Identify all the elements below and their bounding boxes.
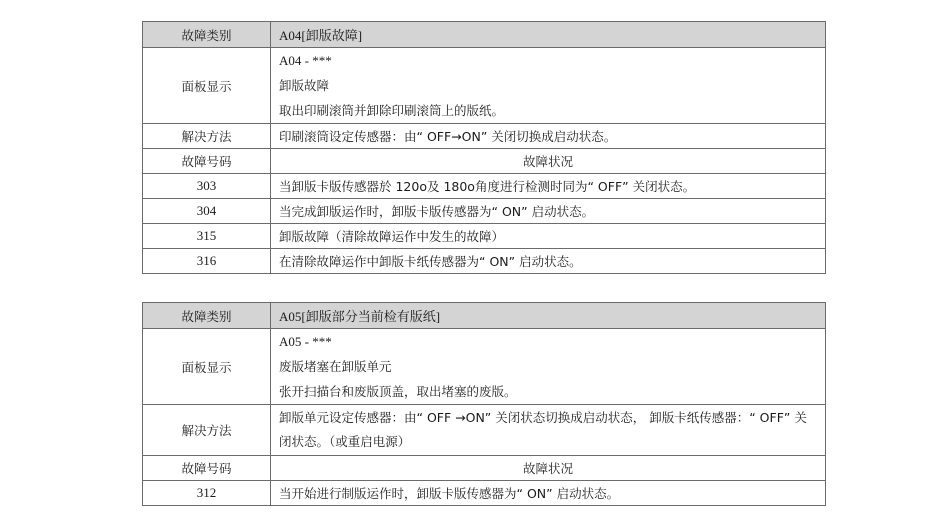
solution-row	[143, 405, 826, 456]
panel-lines	[271, 48, 826, 124]
panel-line: 卸版故障	[279, 78, 330, 93]
fault-table-a04	[142, 21, 826, 274]
solution-label: 解决方法	[143, 124, 271, 149]
panel-line: 废版堵塞在卸版单元	[279, 359, 392, 374]
fault-code: 304	[143, 199, 271, 224]
fault-table-a05	[142, 302, 826, 506]
table-row	[143, 199, 826, 224]
panel-line: A05 - ***	[279, 334, 332, 349]
panel-label: 面板显示	[143, 48, 271, 124]
table-row	[143, 249, 826, 274]
status-header: 故障状况	[271, 456, 826, 481]
status-header: 故障状况	[271, 149, 826, 174]
panel-line: 张开扫描台和废版顶盖，取出堵塞的废版。	[279, 384, 517, 399]
table-row	[143, 174, 826, 199]
code-header-row	[143, 456, 826, 481]
panel-lines	[271, 329, 826, 405]
category-value: A04[卸版故障]	[271, 22, 826, 48]
category-row	[143, 303, 826, 329]
code-header-row	[143, 149, 826, 174]
code-header: 故障号码	[143, 149, 271, 174]
panel-label: 面板显示	[143, 329, 271, 405]
fault-code: 312	[143, 481, 271, 506]
solution-text: 印刷滚筒设定传感器：由“ OFF→ON” 关闭切换成启动状态。	[271, 124, 826, 149]
fault-status: 当开始进行制版运作时，卸版卡版传感器为“ ON” 启动状态。	[271, 481, 826, 506]
code-header: 故障号码	[143, 456, 271, 481]
fault-status: 当卸版卡版传感器於 120o及 180o角度进行检测时同为“ OFF” 关闭状态。	[271, 174, 826, 199]
category-label: 故障类别	[143, 303, 271, 329]
panel-line: A04 - ***	[279, 53, 332, 68]
fault-status: 卸版故障（清除故障运作中发生的故障）	[271, 224, 826, 249]
fault-status: 当完成卸版运作时，卸版卡版传感器为“ ON” 启动状态。	[271, 199, 826, 224]
fault-code: 315	[143, 224, 271, 249]
category-label: 故障类别	[143, 22, 271, 48]
table-row	[143, 224, 826, 249]
fault-code: 316	[143, 249, 271, 274]
panel-display-row	[143, 329, 826, 405]
fault-code: 303	[143, 174, 271, 199]
solution-row	[143, 124, 826, 149]
panel-line: 取出印刷滚筒并卸除印刷滚筒上的版纸。	[279, 103, 505, 118]
solution-label: 解决方法	[143, 405, 271, 456]
solution-text: 卸版单元设定传感器：由“ OFF →ON” 关闭状态切换成启动状态， 卸版卡纸传感器：“ OFF” 关闭状态。（或重启电源）	[271, 405, 826, 456]
panel-display-row	[143, 48, 826, 124]
category-value: A05[卸版部分当前检有版纸]	[271, 303, 826, 329]
fault-status: 在清除故障运作中卸版卡纸传感器为“ ON” 启动状态。	[271, 249, 826, 274]
category-row	[143, 22, 826, 48]
table-row	[143, 481, 826, 506]
